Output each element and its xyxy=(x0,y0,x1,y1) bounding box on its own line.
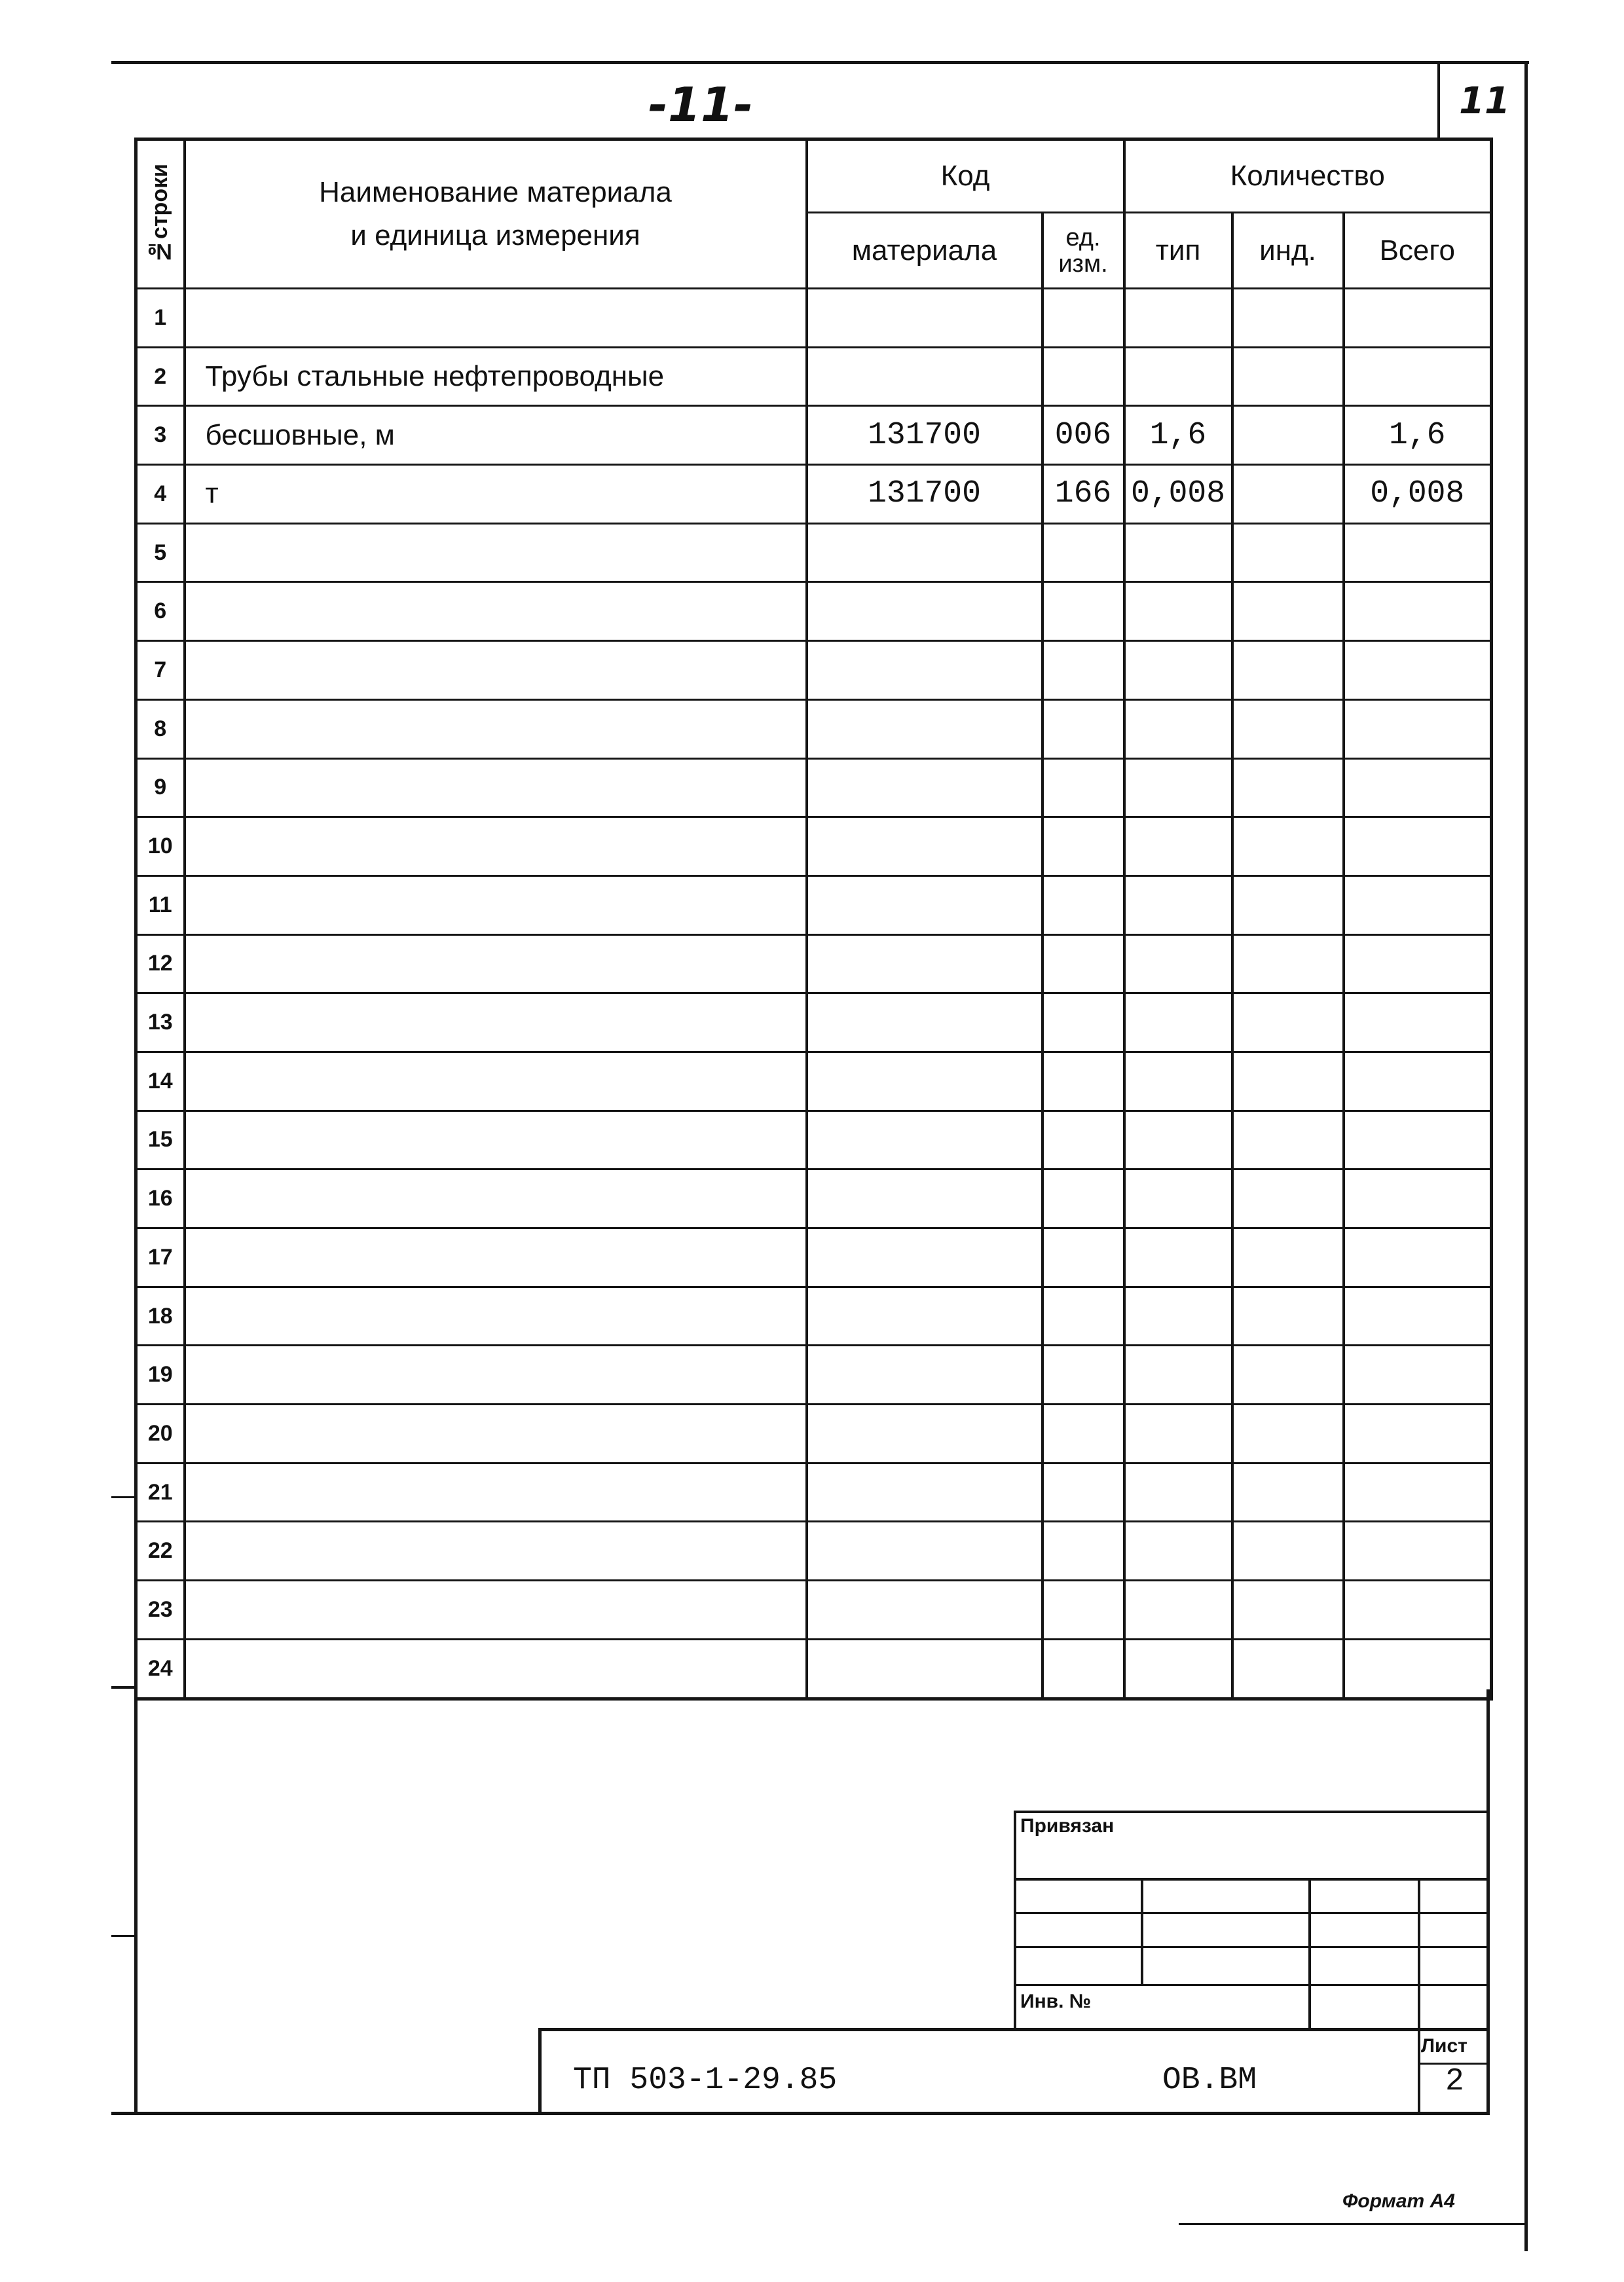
qty-total-value xyxy=(1344,934,1492,993)
material-code xyxy=(807,1522,1043,1581)
qty-type-value: 1,6 xyxy=(1124,406,1232,465)
unit-code xyxy=(1043,1463,1124,1522)
material-name xyxy=(185,758,807,817)
sheet-label: Лист xyxy=(1421,2035,1467,2057)
row-number: 12 xyxy=(136,934,185,993)
stamp-vline-2 xyxy=(1308,1878,1311,2030)
qty-total-value xyxy=(1344,1405,1492,1463)
qty-ind-value xyxy=(1232,523,1344,582)
header-code: Код xyxy=(807,139,1124,213)
material-name xyxy=(185,289,807,348)
qty-total-value xyxy=(1344,1169,1492,1228)
unit-code xyxy=(1043,1169,1124,1228)
qty-total-value: 1,6 xyxy=(1344,406,1492,465)
material-name xyxy=(185,1052,807,1111)
material-name xyxy=(185,1581,807,1640)
qty-total-value xyxy=(1344,1287,1492,1346)
header-unit-line2: изм. xyxy=(1058,249,1108,278)
unit-code xyxy=(1043,1228,1124,1287)
qty-total-value xyxy=(1344,1463,1492,1522)
qty-ind-value xyxy=(1232,699,1344,758)
tick-mark-left-2 xyxy=(111,1496,134,1498)
material-name xyxy=(185,1111,807,1169)
sheet-number: 2 xyxy=(1445,2064,1464,2099)
unit-code xyxy=(1043,1287,1124,1346)
format-underline xyxy=(1179,2223,1526,2225)
qty-type-value xyxy=(1124,1405,1232,1463)
qty-ind-value xyxy=(1232,641,1344,700)
table-row xyxy=(136,465,1492,524)
header-row-1 xyxy=(136,139,1492,213)
row-number: 17 xyxy=(136,1228,185,1287)
material-name xyxy=(185,1287,807,1346)
row-number: 1 xyxy=(136,289,185,348)
material-name xyxy=(185,875,807,934)
qty-total-value xyxy=(1344,1639,1492,1699)
material-name xyxy=(185,1463,807,1522)
material-name xyxy=(185,523,807,582)
material-code xyxy=(807,699,1043,758)
qty-total-value xyxy=(1344,758,1492,817)
tick-mark-left-1 xyxy=(111,1686,138,1689)
qty-total-value xyxy=(1344,523,1492,582)
qty-ind-value xyxy=(1232,817,1344,876)
unit-code xyxy=(1043,875,1124,934)
qty-ind-value xyxy=(1232,347,1344,406)
qty-ind-value xyxy=(1232,465,1344,524)
stamp-box-top xyxy=(1014,1811,1488,1813)
table-row xyxy=(136,1522,1492,1581)
docbar-left xyxy=(538,2028,542,2115)
row-number: 10 xyxy=(136,817,185,876)
material-code xyxy=(807,934,1043,993)
format-label: Формат А4 xyxy=(1342,2190,1455,2212)
material-name xyxy=(185,934,807,993)
qty-ind-value xyxy=(1232,1052,1344,1111)
stamp-vline-3 xyxy=(1418,1878,1420,2030)
material-code xyxy=(807,1052,1043,1111)
corner-box-divider xyxy=(1437,61,1440,138)
table-row xyxy=(136,1639,1492,1699)
qty-total-value xyxy=(1344,1111,1492,1169)
qty-type-value xyxy=(1124,641,1232,700)
material-code xyxy=(807,1346,1043,1405)
material-name: бесшовные, м xyxy=(185,406,807,465)
table-row xyxy=(136,934,1492,993)
row-number: 4 xyxy=(136,465,185,524)
sheet-corner-number: 11 xyxy=(1459,80,1510,122)
bottom-frame-line xyxy=(111,2112,1490,2115)
unit-code xyxy=(1043,993,1124,1052)
row-number: 3 xyxy=(136,406,185,465)
stamp-vline-1 xyxy=(1141,1878,1143,1986)
row-number: 11 xyxy=(136,875,185,934)
left-binding-line xyxy=(134,1689,138,2115)
document-code: ТП 503-1-29.85 xyxy=(573,2063,838,2098)
tick-mark-left-3 xyxy=(111,1935,134,1937)
table-row xyxy=(136,993,1492,1052)
unit-code: 166 xyxy=(1043,465,1124,524)
unit-code xyxy=(1043,1052,1124,1111)
row-number: 2 xyxy=(136,347,185,406)
unit-code xyxy=(1043,1405,1124,1463)
header-unit-line1: ед. xyxy=(1065,223,1101,251)
qty-total-value xyxy=(1344,699,1492,758)
qty-type-value xyxy=(1124,1463,1232,1522)
sheet-box-left xyxy=(1418,2028,1420,2115)
material-code: 131700 xyxy=(807,465,1043,524)
material-code xyxy=(807,1111,1043,1169)
material-code xyxy=(807,1581,1043,1640)
material-name xyxy=(185,1169,807,1228)
header-qty-ind: инд. xyxy=(1232,213,1344,289)
qty-total-value xyxy=(1344,1228,1492,1287)
material-name xyxy=(185,1346,807,1405)
table-row xyxy=(136,1052,1492,1111)
qty-ind-value xyxy=(1232,934,1344,993)
material-code xyxy=(807,1287,1043,1346)
row-number: 13 xyxy=(136,993,185,1052)
qty-type-value xyxy=(1124,1581,1232,1640)
qty-total-value xyxy=(1344,817,1492,876)
material-name xyxy=(185,1228,807,1287)
table-row xyxy=(136,1169,1492,1228)
material-code xyxy=(807,1228,1043,1287)
table-row xyxy=(136,699,1492,758)
material-code xyxy=(807,1463,1043,1522)
unit-code xyxy=(1043,758,1124,817)
qty-type-value xyxy=(1124,875,1232,934)
unit-code xyxy=(1043,1522,1124,1581)
qty-type-value xyxy=(1124,582,1232,641)
table-row xyxy=(136,1581,1492,1640)
unit-code xyxy=(1043,817,1124,876)
qty-ind-value xyxy=(1232,1111,1344,1169)
qty-ind-value xyxy=(1232,1522,1344,1581)
stamp-attached-label: Привязан xyxy=(1020,1815,1115,1837)
material-name: т xyxy=(185,465,807,524)
qty-type-value xyxy=(1124,289,1232,348)
header-name-line1: Наименование материала xyxy=(319,176,672,208)
materials-table xyxy=(134,138,1493,1701)
row-number: 15 xyxy=(136,1111,185,1169)
row-number: 23 xyxy=(136,1581,185,1640)
row-number: 24 xyxy=(136,1639,185,1699)
material-code xyxy=(807,817,1043,876)
qty-type-value xyxy=(1124,1346,1232,1405)
header-name-cell xyxy=(185,139,807,289)
material-name xyxy=(185,1522,807,1581)
material-code xyxy=(807,1405,1043,1463)
row-number: 5 xyxy=(136,523,185,582)
unit-code xyxy=(1043,641,1124,700)
row-number: 8 xyxy=(136,699,185,758)
qty-ind-value xyxy=(1232,758,1344,817)
header-qty-type: тип xyxy=(1124,213,1232,289)
qty-type-value xyxy=(1124,1522,1232,1581)
material-code xyxy=(807,1169,1043,1228)
material-name: Трубы стальные нефтепроводные xyxy=(185,347,807,406)
qty-total-value xyxy=(1344,1346,1492,1405)
table-row xyxy=(136,641,1492,700)
header-qty-total: Всего xyxy=(1344,213,1492,289)
row-number: 7 xyxy=(136,641,185,700)
row-number: 18 xyxy=(136,1287,185,1346)
header-row-no: №строки xyxy=(147,164,173,265)
qty-ind-value xyxy=(1232,1169,1344,1228)
material-code xyxy=(807,758,1043,817)
page-number-handwritten: -11- xyxy=(648,77,753,132)
row-number: 20 xyxy=(136,1405,185,1463)
unit-code xyxy=(1043,582,1124,641)
table-row xyxy=(136,1346,1492,1405)
qty-type-value xyxy=(1124,817,1232,876)
material-code xyxy=(807,641,1043,700)
qty-type-value xyxy=(1124,1639,1232,1699)
row-number: 9 xyxy=(136,758,185,817)
qty-ind-value xyxy=(1232,1463,1344,1522)
qty-total-value xyxy=(1344,641,1492,700)
table-row xyxy=(136,758,1492,817)
stamp-right-line xyxy=(1486,1689,1490,2115)
unit-code xyxy=(1043,1346,1124,1405)
unit-code xyxy=(1043,934,1124,993)
material-code xyxy=(807,347,1043,406)
qty-total-value xyxy=(1344,289,1492,348)
header-unit-cell xyxy=(1043,213,1124,289)
material-name xyxy=(185,817,807,876)
qty-type-value xyxy=(1124,699,1232,758)
unit-code xyxy=(1043,1581,1124,1640)
unit-code xyxy=(1043,289,1124,348)
unit-code xyxy=(1043,1111,1124,1169)
qty-ind-value xyxy=(1232,875,1344,934)
unit-code xyxy=(1043,699,1124,758)
qty-total-value xyxy=(1344,1052,1492,1111)
header-row-no-cell xyxy=(136,139,185,289)
material-code xyxy=(807,875,1043,934)
qty-total-value xyxy=(1344,875,1492,934)
row-number: 6 xyxy=(136,582,185,641)
top-border-line xyxy=(111,61,1529,64)
material-name xyxy=(185,1639,807,1699)
qty-ind-value xyxy=(1232,406,1344,465)
stamp-box-left xyxy=(1014,1811,1016,2030)
document-section: ОВ.ВМ xyxy=(1162,2063,1257,2098)
material-name xyxy=(185,993,807,1052)
material-code xyxy=(807,1639,1043,1699)
qty-type-value xyxy=(1124,347,1232,406)
row-number: 22 xyxy=(136,1522,185,1581)
qty-total-value: 0,008 xyxy=(1344,465,1492,524)
row-number: 14 xyxy=(136,1052,185,1111)
qty-type-value xyxy=(1124,1228,1232,1287)
qty-type-value xyxy=(1124,523,1232,582)
qty-ind-value xyxy=(1232,1346,1344,1405)
qty-ind-value xyxy=(1232,1581,1344,1640)
table-row xyxy=(136,875,1492,934)
table-row xyxy=(136,347,1492,406)
unit-code xyxy=(1043,523,1124,582)
unit-code: 006 xyxy=(1043,406,1124,465)
material-code xyxy=(807,289,1043,348)
row-number: 16 xyxy=(136,1169,185,1228)
qty-ind-value xyxy=(1232,1405,1344,1463)
table-body xyxy=(136,289,1492,1699)
qty-total-value xyxy=(1344,582,1492,641)
qty-ind-value xyxy=(1232,1639,1344,1699)
qty-total-value xyxy=(1344,1522,1492,1581)
qty-type-value xyxy=(1124,1287,1232,1346)
table-row xyxy=(136,1287,1492,1346)
table-row xyxy=(136,523,1492,582)
material-code xyxy=(807,523,1043,582)
header-name-line2: и единица измерения xyxy=(350,219,640,251)
table-row xyxy=(136,1405,1492,1463)
qty-type-value xyxy=(1124,1111,1232,1169)
material-name xyxy=(185,1405,807,1463)
table-row xyxy=(136,1228,1492,1287)
qty-ind-value xyxy=(1232,1287,1344,1346)
qty-ind-value xyxy=(1232,289,1344,348)
qty-ind-value xyxy=(1232,1228,1344,1287)
table-row xyxy=(136,406,1492,465)
table-row xyxy=(136,1111,1492,1169)
row-number: 21 xyxy=(136,1463,185,1522)
unit-code xyxy=(1043,347,1124,406)
header-quantity: Количество xyxy=(1124,139,1492,213)
qty-type-value xyxy=(1124,1169,1232,1228)
table-row xyxy=(136,289,1492,348)
table-row xyxy=(136,582,1492,641)
qty-type-value xyxy=(1124,993,1232,1052)
docbar-top xyxy=(538,2028,1488,2031)
unit-code xyxy=(1043,1639,1124,1699)
header-code-material: материала xyxy=(807,213,1043,289)
table-row xyxy=(136,817,1492,876)
table-row xyxy=(136,1463,1492,1522)
qty-type-value xyxy=(1124,934,1232,993)
material-name xyxy=(185,641,807,700)
qty-ind-value xyxy=(1232,993,1344,1052)
qty-total-value xyxy=(1344,347,1492,406)
qty-type-value xyxy=(1124,758,1232,817)
stamp-inv-label: Инв. № xyxy=(1020,1991,1092,2012)
material-code xyxy=(807,993,1043,1052)
row-number: 19 xyxy=(136,1346,185,1405)
qty-type-value: 0,008 xyxy=(1124,465,1232,524)
material-code xyxy=(807,582,1043,641)
right-border-line xyxy=(1524,61,1528,2251)
qty-total-value xyxy=(1344,1581,1492,1640)
qty-ind-value xyxy=(1232,582,1344,641)
qty-type-value xyxy=(1124,1052,1232,1111)
qty-total-value xyxy=(1344,993,1492,1052)
material-name xyxy=(185,582,807,641)
material-code: 131700 xyxy=(807,406,1043,465)
material-name xyxy=(185,699,807,758)
